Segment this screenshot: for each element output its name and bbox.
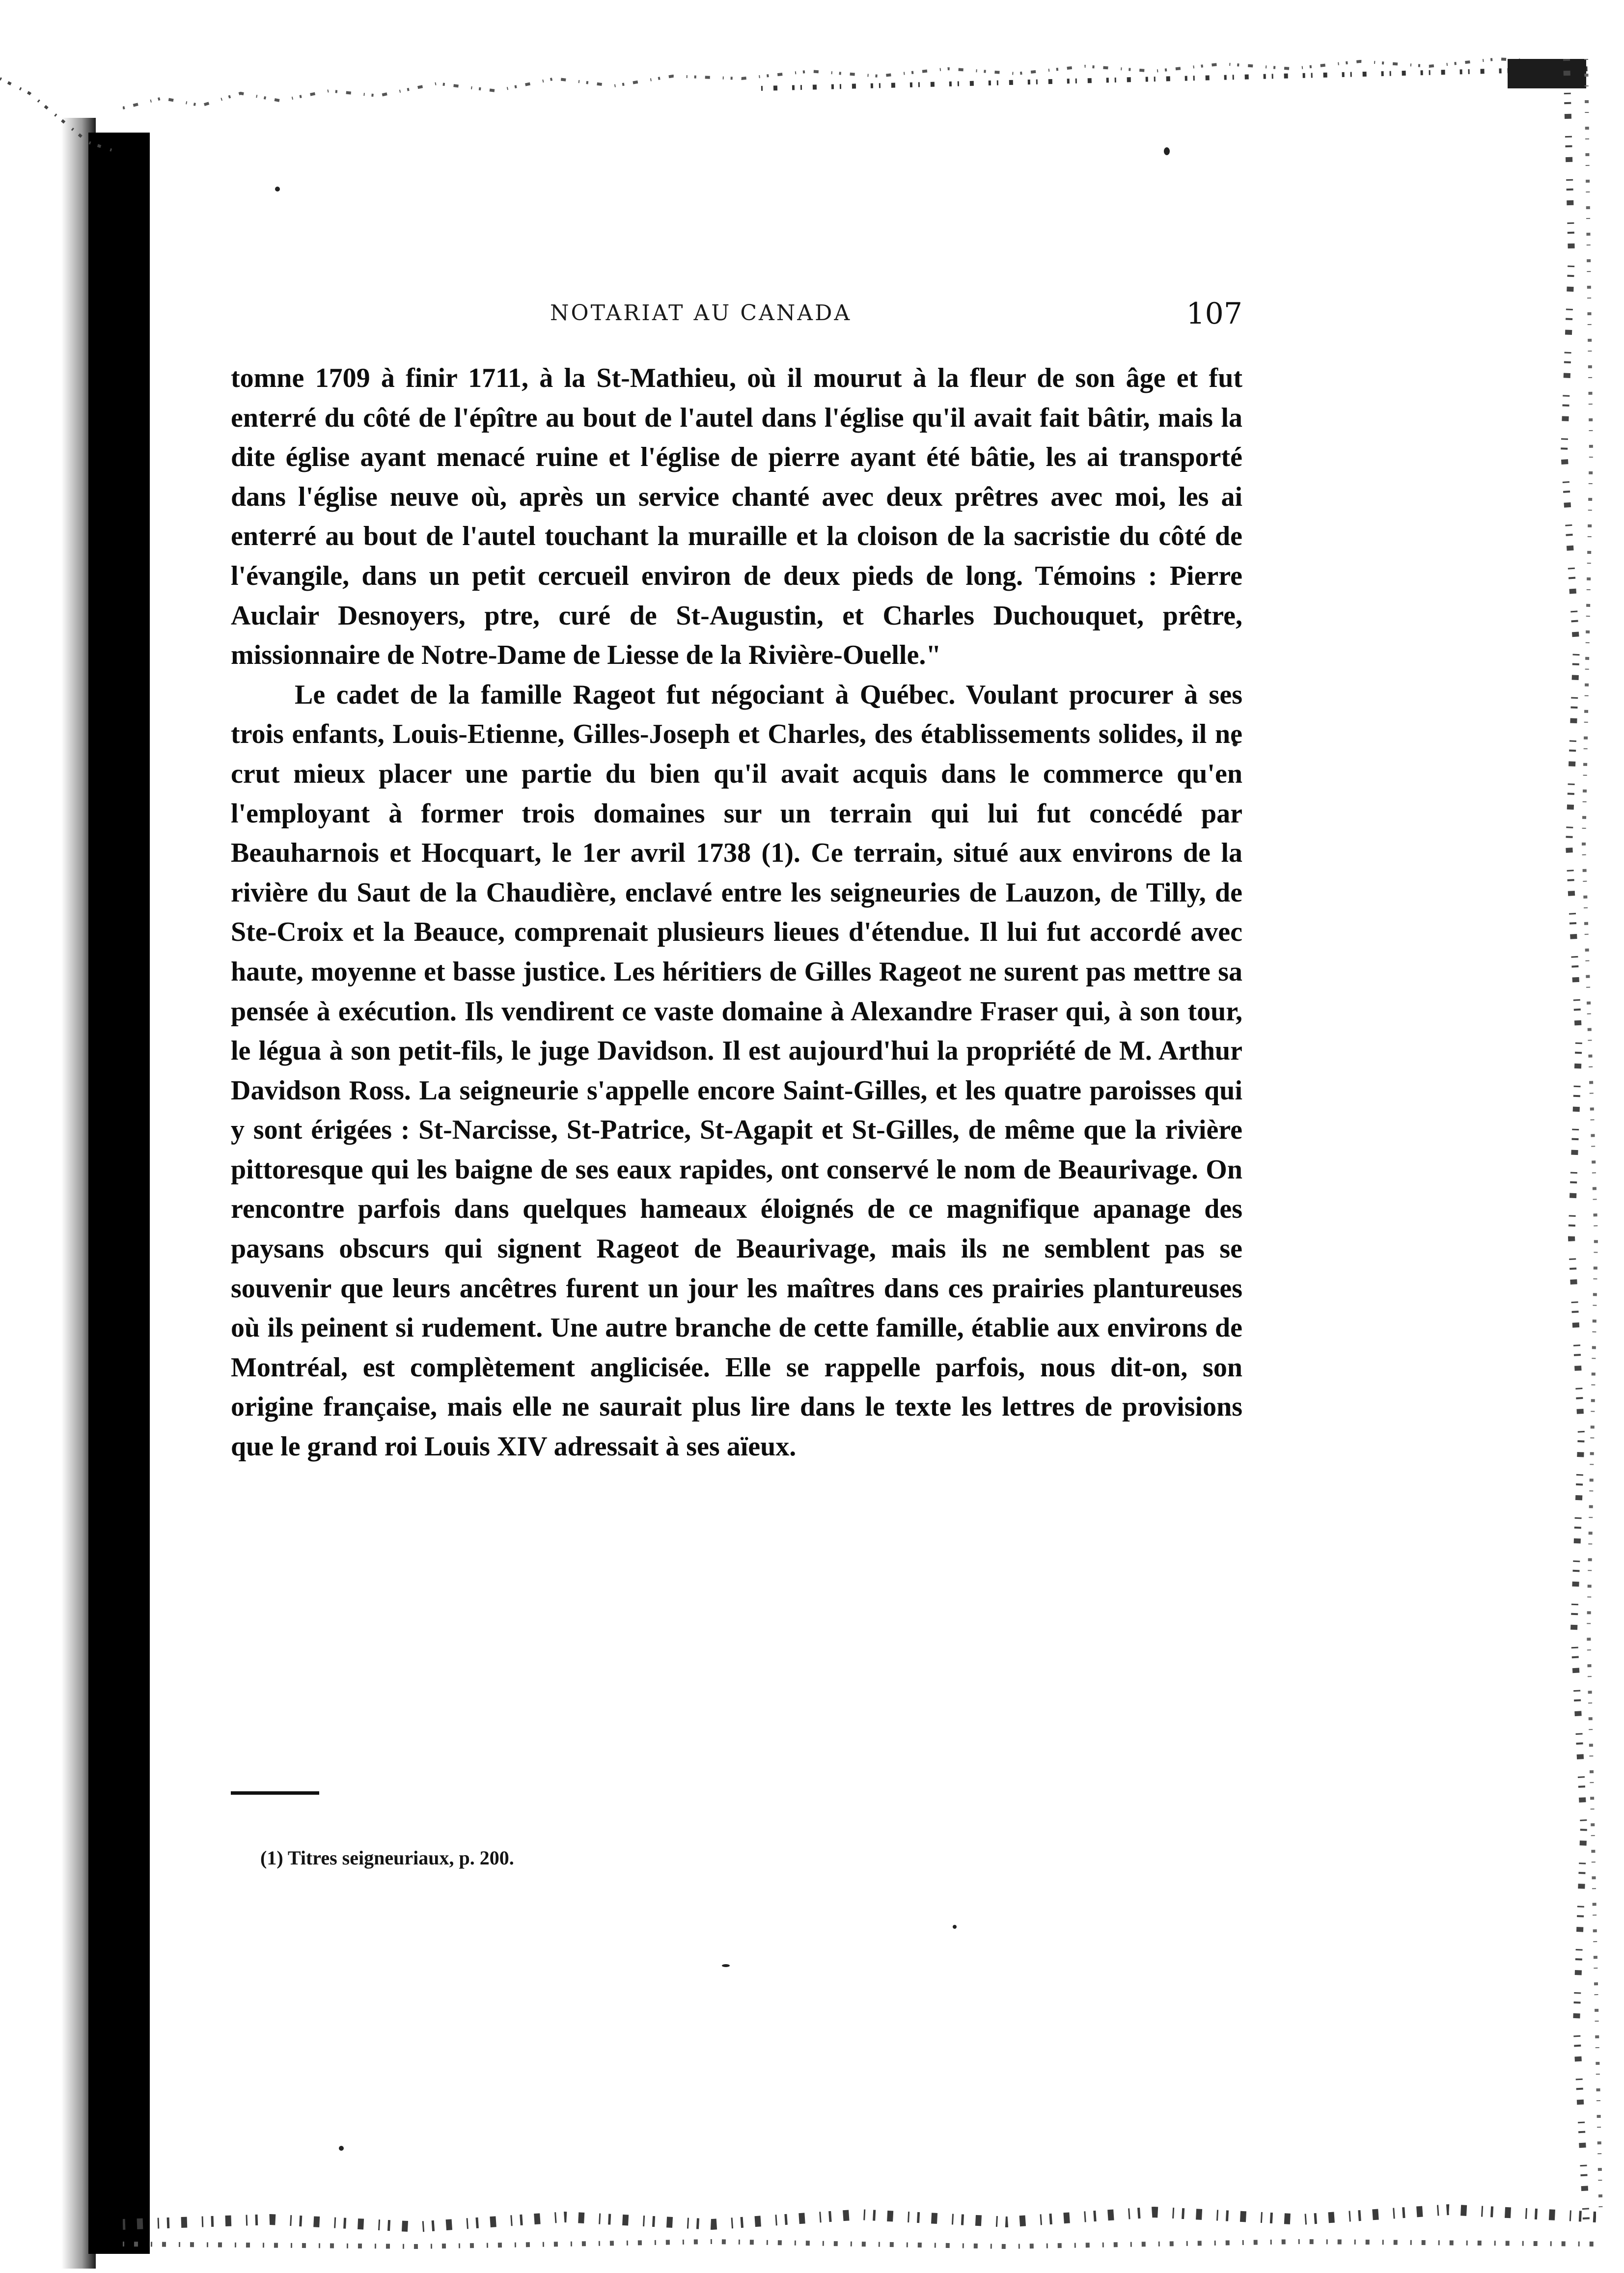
paragraph-rageot-family: Le cadet de la famille Rageot fut négociant à Québec. Voulant procurer à ses trois enfants, Louis-Etienne, Gilles-Joseph et Charles, des établissements solides, il ne crut mieux placer une partie du bien qu'il avait acquis dans le commerce qu'en l'employant à former trois domaines sur un terrain qui lui fut concédé par Beauharnois et Hocquart, le 1er avril 1738 (1). Ce terrain, situé aux environs de la rivière du Saut de la Chaudière, enclavé entre les seigneuries de Lauzon, de Tilly, de Ste-Croix et la Beauce, comprenait plusieurs lieues d'étendue. Il lui fut accordé avec haute, moyenne et basse justice. Les héritiers de Gilles Rageot ne surent pas mettre sa pensée à exécution. Ils vendirent ce vaste domaine à Alexandre Fraser qui, à son tour, le légua à son petit-fils, le juge Davidson. Il est aujourd'hui la propriété de M. Arthur Davidson Ross. La seigneurie s'appelle encore Saint-Gilles, et les quatre paroisses qui y sont érigées : St-Narcisse, St-Patrice, St-Agapit et St-Gilles, de même que la rivière pittoresque qui les baigne de ses eaux rapides, ont conservé le nom de Beaurivage. On rencontre parfois dans quelques hameaux éloignés de ce magnifique apanage des paysans obscurs qui signent Rageot de Beaurivage, mais ils ne semblent pas se souvenir que leurs ancêtres furent un jour les maîtres dans ces prairies plantureuses où ils peinent si rudement. Une autre branche de cette famille, établie aux environs de Montréal, est complètement anglicisée. Elle se rappelle parfois, nous dit-on, son origine française, mais elle ne saurait plus lire dans le texte les lettres de provisions que le grand roi Louis XIV adressait à ses aïeux.: [231, 679, 1242, 1462]
scan-noise-left-top: [0, 59, 147, 157]
footnote-rule: [231, 1791, 319, 1795]
paragraph-continuation: tomne 1709 à finir 1711, à la St-Mathieu, où il mourut à la fleur de son âge et fut enterré du côté de l'épître au bout de l'autel dans l'église qu'il avait fait bâtir, mais la dite église ayant menacé ruine et l'église de pierre ayant été bâtie, les ai transporté dans l'église neuve où, après un service chanté avec deux prêtres avec moi, les ai enterré au bout de l'autel touchant la muraille et la cloison de la sacristie du côté de l'évangile, dans un petit cercueil environ de deux pieds de long. Témoins : Pierre Auclair Desnoyers, ptre, curé de St-Augustin, et Charles Duchouquet, prêtre, missionnaire de Notre-Dame de Liesse de la Rivière-Ouelle.": [231, 363, 1242, 671]
scan-noise-bottom: [123, 2151, 1596, 2259]
running-head: NOTARIAT AU CANADA: [550, 301, 852, 326]
page-header: [231, 297, 1242, 335]
scan-noise-right: [1522, 59, 1621, 2219]
scan-noise-top: [123, 49, 1591, 157]
scan-speck: [275, 187, 280, 192]
scan-speck: [722, 1964, 730, 1967]
body-text: [231, 358, 1242, 1467]
scan-speck: [1164, 147, 1170, 155]
scan-speck: [339, 2146, 344, 2151]
footnote: (1) Titres seigneuriaux, p. 200.: [260, 1847, 514, 1869]
binding-shadow: [88, 133, 150, 2254]
scan-speck: [953, 1925, 957, 1929]
page-number: 107: [1186, 297, 1242, 331]
